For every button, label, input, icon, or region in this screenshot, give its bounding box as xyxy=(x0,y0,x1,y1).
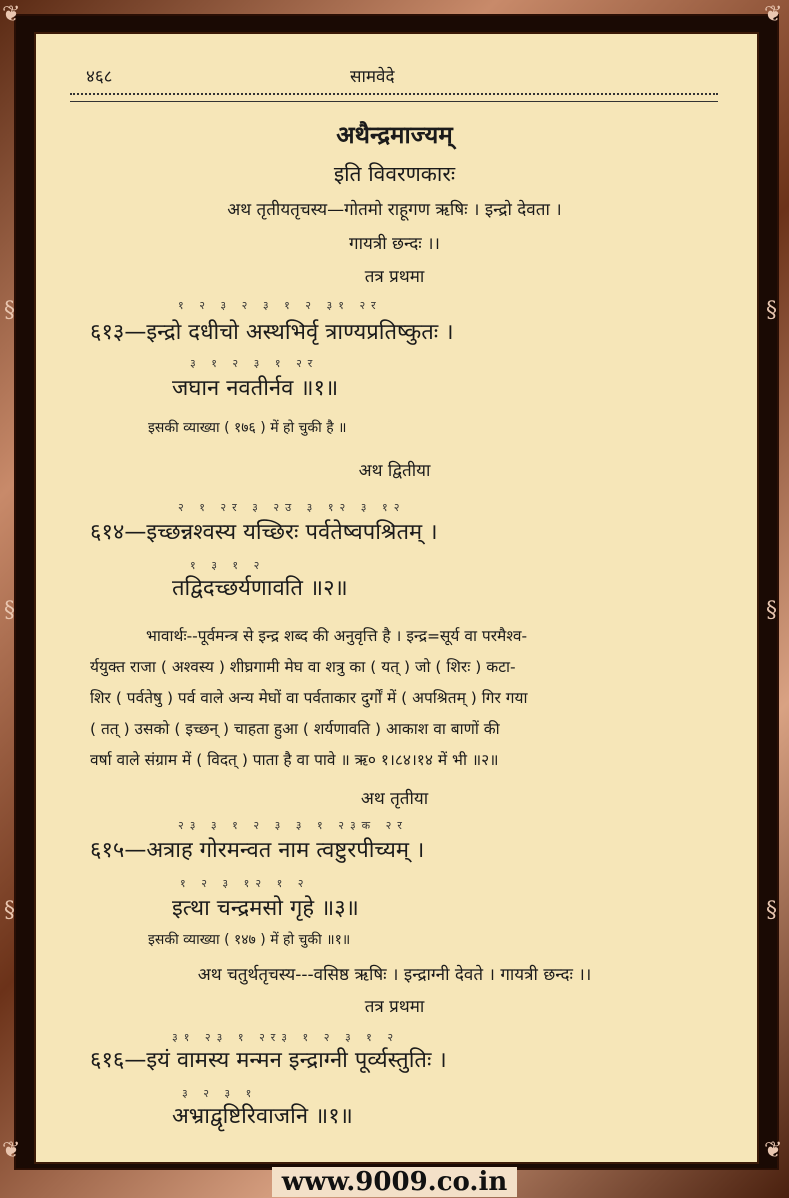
accent-marks: ३१ २३ १ २र३ १ २ ३ १ २ xyxy=(172,1031,400,1044)
footer-url-bar xyxy=(0,1166,789,1198)
accent-marks: १ २ ३ १२ १ २ xyxy=(180,877,310,890)
verse-note: इसकी व्याख्या ( १४७ ) में हो चुकी ॥१॥ xyxy=(148,932,351,948)
side-ornament-icon: § xyxy=(4,598,15,623)
verse-line: ६१६—इयं वामस्य मन्मन इन्द्राग्नी पूर्व्यस्तुतिः । xyxy=(90,1048,447,1073)
verse-line: ६१५—अत्राह गोरमन्वत नाम त्वष्टुरपीच्यम् । xyxy=(90,838,425,863)
accent-marks: २३ ३ १ २ ३ ३ १ २३क २र xyxy=(178,819,408,832)
corner-ornament-icon: ❦ xyxy=(2,1138,21,1163)
footer-url[interactable]: www.9009.co.in xyxy=(272,1167,518,1197)
accent-marks: ३ १ २ ३ १ २र xyxy=(190,357,319,370)
running-title: सामवेदे xyxy=(350,67,395,87)
corner-ornament-icon: ❦ xyxy=(764,1138,783,1163)
section-heading: तत्र प्रथमा xyxy=(364,267,425,287)
side-ornament-icon: § xyxy=(766,598,777,623)
verse-note: इसकी व्याख्या ( १७६ ) में हो चुकी है ॥ xyxy=(148,420,347,436)
bhavartha-line: भावार्थः--पूर्वमन्त्र से इन्द्र शब्द की अनुवृत्ति है । इन्द्र=सूर्य वा परमैश्व- xyxy=(146,627,528,645)
section-subtitle: इति विवरणकारः xyxy=(333,162,456,186)
header-rule xyxy=(70,93,718,102)
verse-line: अभ्राद्वृष्टिरिवाजनि ॥१॥ xyxy=(172,1104,353,1129)
section-title: अथैन्द्रमाज्यम् xyxy=(336,121,453,149)
side-ornament-icon: § xyxy=(766,298,777,323)
accent-marks: ३ २ ३ १ xyxy=(182,1087,258,1100)
accent-marks: २ १ २र ३ २उ ३ १२ ३ १२ xyxy=(178,501,406,514)
side-ornament-icon: § xyxy=(4,298,15,323)
section-heading: अथ द्वितीया xyxy=(358,461,431,481)
corner-ornament-icon: ❦ xyxy=(764,2,783,27)
accent-marks: १ २ ३ २ ३ १ २ ३१ २र xyxy=(178,299,382,312)
intro-line: गायत्री छन्दः ।। xyxy=(349,234,440,254)
bhavartha-line: वर्षा वाले संग्राम में ( विदत् ) पाता है वा पावे ॥ ऋ० १।८४।१४ में भी ॥२॥ xyxy=(90,751,499,769)
section-intro: अथ चतुर्थतृचस्य---वसिष्ठ ऋषिः । इन्द्राग्नी देवते । गायत्री छन्दः ।। xyxy=(197,965,592,985)
side-ornament-icon: § xyxy=(766,898,777,923)
verse-line: जघान नवतीर्नव ॥१॥ xyxy=(172,376,339,401)
corner-ornament-icon: ❦ xyxy=(2,2,21,27)
intro-line: अथ तृतीयतृचस्य—गोतमो राहूगण ऋषिः । इन्द्रो देवता । xyxy=(227,200,562,220)
verse-line: इत्था चन्द्रमसो गृहे ॥३॥ xyxy=(172,896,359,921)
bhavartha-line: र्ययुक्त राजा ( अश्वस्य ) शीघ्रगामी मेघ वा शत्रु का ( यत् ) जो ( शिरः ) कटा- xyxy=(90,658,516,676)
bhavartha-line: ( तत् ) उसको ( इच्छन् ) चाहता हुआ ( शर्यणावति ) आकाश वा बाणों की xyxy=(90,720,500,738)
section-heading: अथ तृतीया xyxy=(360,789,429,809)
bhavartha-line: शिर ( पर्वतेषु ) पर्व वाले अन्य मेघों वा पर्वताकार दुर्गों में ( अपश्रितम् ) गिर गया xyxy=(90,689,528,707)
side-ornament-icon: § xyxy=(4,898,15,923)
section-heading: तत्र प्रथमा xyxy=(364,997,425,1017)
verse-line: तद्विदच्छर्यणावति ॥२॥ xyxy=(172,576,348,601)
verse-line: ६१३—इन्द्रो दधीचो अस्थभिर्वृ त्राण्यप्रतिष्कुतः । xyxy=(90,320,454,345)
accent-marks: १ ३ १ २ xyxy=(190,559,266,572)
page-number: ४६८ xyxy=(86,67,113,87)
verse-line: ६१४—इच्छन्नश्वस्य यच्छिरः पर्वतेष्वपश्रितम् । xyxy=(90,520,438,545)
